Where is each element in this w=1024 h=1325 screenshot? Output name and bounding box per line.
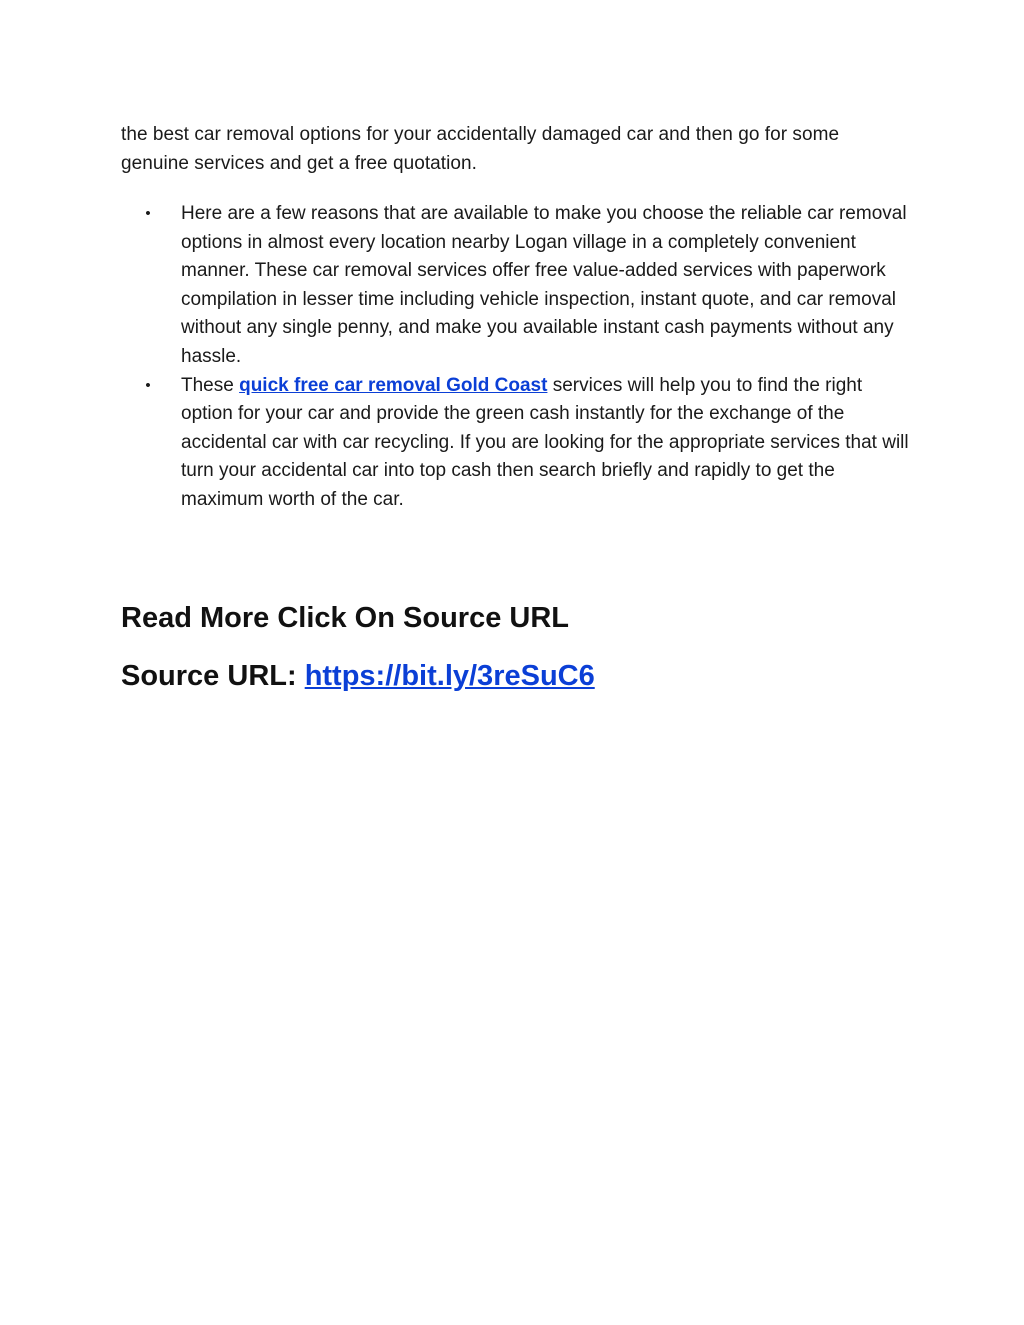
bullet-icon: • (145, 376, 151, 394)
list-item-prefix: These (181, 374, 240, 396)
list-item-suffix: services will help you to find the right option for your car and provide the green cash instantly for the exchange of the accidental car with car recycling. If you are looking for the appropriate services that will turn your accidental car into top cash then search briefly and rapidly to get the maximum worth of the car. (181, 374, 909, 510)
list-item-text: Here are a few reasons that are available to make you choose the reliable car removal options in almost every location nearby Logan village in a completely convenient manner. These car removal services offer free value-added services with paperwork compilation in lesser time including vehicle inspection, instant quote, and car removal without any single penny, and make you available instant cash payments without any hassle. (181, 203, 907, 367)
read-more-heading: Read More Click On Source URL (121, 602, 569, 634)
source-url-heading (121, 656, 595, 696)
intro-paragraph: the best car removal options for your accidentally damaged car and then go for some genuine services and get a free quotation. (121, 124, 840, 174)
source-url-label: Source URL: (121, 660, 305, 692)
list-item (121, 200, 911, 372)
reasons-list (121, 200, 911, 515)
document-body (121, 120, 911, 515)
bullet-icon: • (145, 205, 151, 222)
source-url-link[interactable]: https://bit.ly/3reSuC6 (304, 660, 595, 692)
list-item (121, 372, 911, 515)
car-removal-link[interactable]: quick free car removal Gold Coast (239, 374, 548, 396)
